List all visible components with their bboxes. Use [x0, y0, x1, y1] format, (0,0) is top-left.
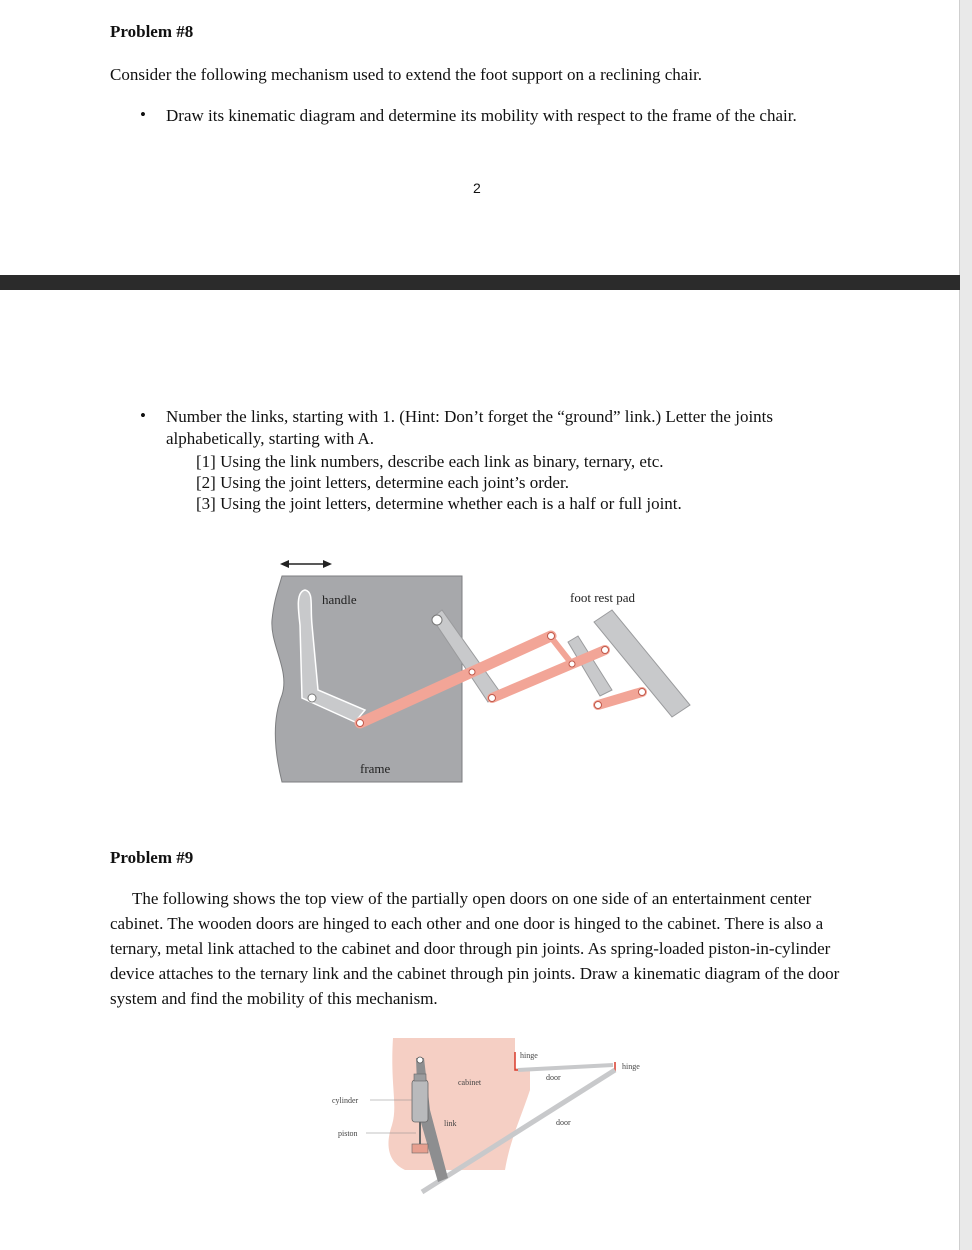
cylinder-label: cylinder [332, 1096, 359, 1105]
joint-pad-lower [595, 702, 602, 709]
handle-label: handle [322, 592, 357, 607]
subitem-2: [2] Using the joint letters, determine each joint’s order. [196, 473, 569, 492]
link-pivot-top [417, 1057, 423, 1063]
cylinder-cap [414, 1074, 426, 1081]
problem8-heading: Problem #8 [110, 22, 194, 41]
joint-frame-pivot [432, 615, 442, 625]
door-label-1: door [546, 1073, 561, 1082]
right-margin-edge [959, 0, 960, 1250]
foot-rest-label: foot rest pad [570, 590, 635, 605]
hinge-label-1: hinge [520, 1051, 538, 1060]
subitem-1: [1] Using the link numbers, describe each link as binary, ternary, etc. [196, 452, 664, 471]
cylinder [412, 1080, 428, 1122]
joint-pad-upper [602, 647, 609, 654]
cabinet-doors-figure [330, 1030, 650, 1205]
joint-link-cross [469, 669, 475, 675]
joint-handle-link [357, 720, 364, 727]
hinge-label-2: hinge [622, 1062, 640, 1071]
subitem-3: [3] Using the joint letters, determine whether each is a half or full joint. [196, 494, 682, 513]
page-number: 2 [473, 180, 481, 196]
joint-handle-pivot [308, 694, 316, 702]
door-label-2: door [556, 1118, 571, 1127]
problem8-bullet2: Number the links, starting with 1. (Hint: Don’t forget the “ground” link.) Letter the joints alphabetically, starting with A. [166, 407, 774, 448]
page-divider [0, 275, 960, 290]
joint-upper-end [548, 633, 555, 640]
right-margin-bar [960, 0, 972, 1250]
piston-label: piston [338, 1129, 358, 1138]
joint-pad-end [639, 689, 646, 696]
problem9-heading: Problem #9 [110, 848, 194, 867]
double-arrow-icon [280, 560, 332, 568]
frame-label: frame [360, 761, 391, 776]
problem8-bullet1: Draw its kinematic diagram and determine its mobility with respect to the frame of the chair. [166, 106, 797, 125]
link-label: link [444, 1119, 457, 1128]
piston-base [412, 1144, 428, 1153]
bullet-dot-2: • [140, 406, 146, 425]
upper-salmon-link [550, 636, 572, 664]
footrest-mechanism-figure [260, 550, 700, 790]
problem8-intro: Consider the following mechanism used to extend the foot support on a reclining chair. [110, 65, 703, 84]
problem9-paragraph: The following shows the top view of the partially open doors on one side of an entertainment center cabinet. The wooden doors are hinged to each other and one door is hinged to the cabinet. There is also a ternary, metal link attached to the cabinet and door through pin joints. As spring-loaded piston-in-cylinder device attaches to the ternary link and the cabinet through pin joints. Draw a kinematic diagram of the door system and find the mobility of this mechanism. [110, 889, 840, 1008]
bullet-dot-1: • [140, 105, 146, 124]
cabinet-label: cabinet [458, 1078, 482, 1087]
cabinet-body [388, 1038, 530, 1170]
joint-lower-gray [489, 695, 496, 702]
joint-middle [569, 661, 575, 667]
